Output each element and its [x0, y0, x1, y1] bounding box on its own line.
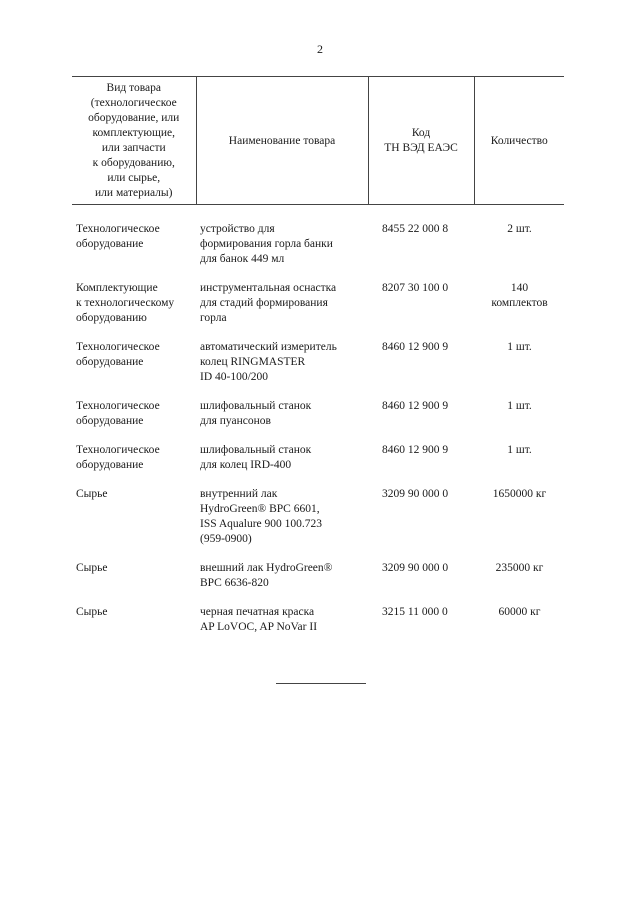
cell-quantity: 2 шт.	[507, 223, 532, 235]
cell-customs-code: 8207 30 100 0	[382, 282, 449, 294]
cell-goods-type: Технологическое оборудование	[76, 223, 160, 250]
cell-quantity: 60000 кг	[498, 606, 541, 618]
table-row	[72, 340, 564, 399]
cell-customs-code: 3209 90 000 0	[382, 488, 449, 500]
cell-quantity: 1 шт.	[507, 400, 532, 412]
cell-goods-name: инструментальная оснастка для стадий формирования горла	[200, 282, 337, 324]
table-row	[72, 605, 564, 649]
cell-quantity: 1 шт.	[507, 444, 532, 456]
header-customs-code: Код ТН ВЭД ЕАЭС	[368, 77, 474, 205]
page-number: 2	[317, 42, 323, 56]
header-quantity: Количество	[474, 77, 564, 205]
cell-goods-type: Сырье	[76, 562, 108, 574]
cell-goods-type: Технологическое оборудование	[76, 444, 160, 471]
cell-goods-name: устройство для формирования горла банки для банок 449 мл	[200, 223, 333, 265]
cell-customs-code: 3209 90 000 0	[382, 562, 449, 574]
header-goods-name: Наименование товара	[196, 77, 368, 205]
cell-goods-name: шлифовальный станок для колец IRD-400	[200, 444, 312, 471]
cell-quantity: 235000 кг	[495, 562, 544, 574]
cell-quantity: 1650000 кг	[492, 488, 547, 500]
goods-table	[72, 76, 564, 649]
cell-goods-name: внешний лак HydroGreen® BPC 6636-820	[200, 562, 333, 589]
cell-goods-type: Комплектующие к технологическому оборудованию	[76, 282, 175, 324]
cell-quantity: 1 шт.	[507, 341, 532, 353]
cell-customs-code: 8455 22 000 8	[382, 223, 449, 235]
cell-goods-name: черная печатная краска AP LoVOC, AP NoVar II	[200, 606, 318, 633]
cell-goods-type: Технологическое оборудование	[76, 400, 160, 427]
cell-goods-type: Сырье	[76, 606, 108, 618]
goods-table-body	[72, 205, 564, 650]
cell-customs-code: 8460 12 900 9	[382, 400, 449, 412]
table-row	[72, 561, 564, 605]
table-row	[72, 281, 564, 340]
table-row	[72, 487, 564, 561]
end-of-document-rule	[276, 683, 366, 684]
cell-customs-code: 8460 12 900 9	[382, 444, 449, 456]
cell-customs-code: 3215 11 000 0	[382, 606, 448, 618]
header-row	[72, 77, 564, 205]
cell-goods-type: Сырье	[76, 488, 108, 500]
table-row	[72, 399, 564, 443]
cell-goods-name: автоматический измеритель колец RINGMASTER ID 40-100/200	[200, 341, 337, 383]
cell-customs-code: 8460 12 900 9	[382, 341, 449, 353]
table-row	[72, 205, 564, 282]
cell-quantity: 140 комплектов	[491, 282, 548, 309]
header-goods-type: Вид товара (технологическое оборудование, или комплектующие, или запчасти к оборудованию, или сырье, или материалы)	[88, 82, 180, 199]
cell-goods-type: Технологическое оборудование	[76, 341, 160, 368]
cell-goods-name: шлифовальный станок для пуансонов	[200, 400, 312, 427]
table-row	[72, 443, 564, 487]
cell-goods-name: внутренний лак HydroGreen® BPC 6601, ISS Aqualure 900 100.723 (959-0900)	[200, 488, 323, 545]
goods-table-header	[72, 77, 564, 205]
